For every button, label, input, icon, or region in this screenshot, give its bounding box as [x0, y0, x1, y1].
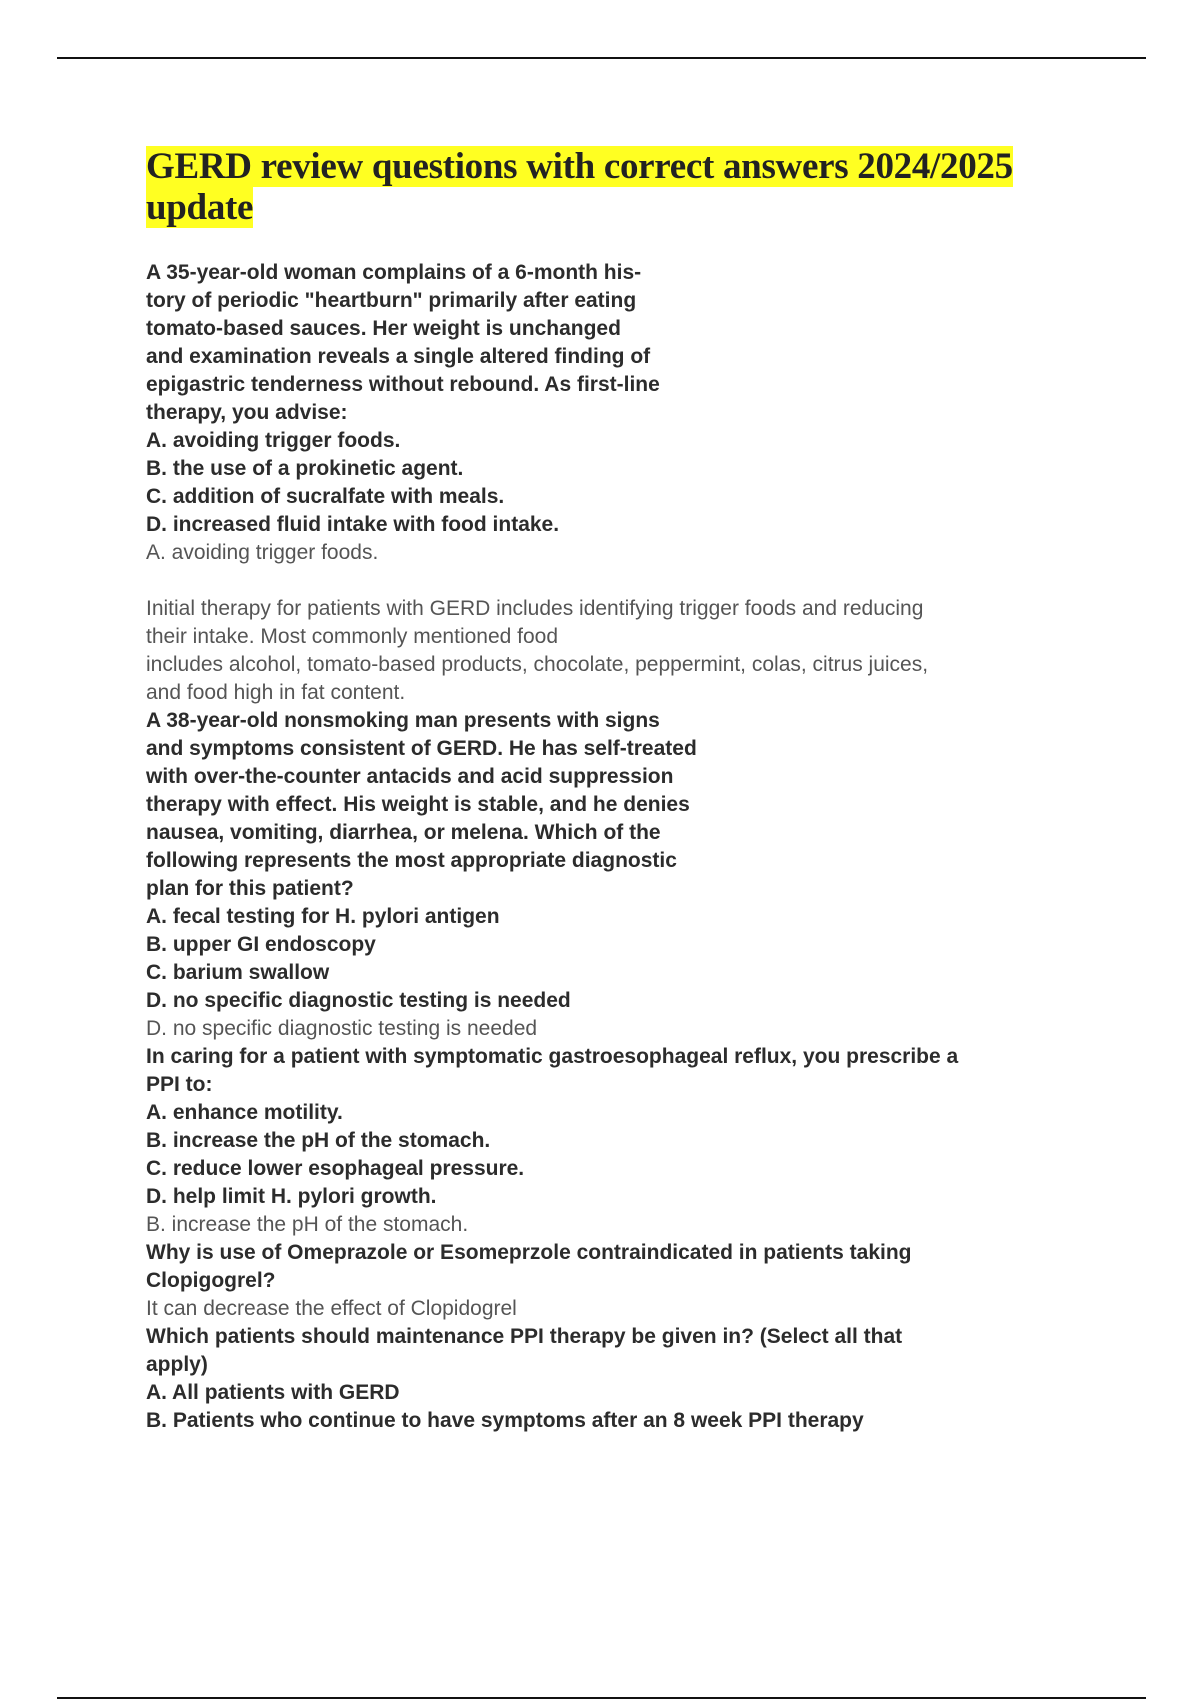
question-text-line: and examination reveals a single altered finding of — [146, 345, 651, 368]
question-text-line: B. Patients who continue to have symptoms after an 8 week PPI therapy — [146, 1409, 864, 1432]
question-text-line: C. addition of sucralfate with meals. — [146, 485, 505, 508]
question-text-line: epigastric tenderness without rebound. As first-line — [146, 373, 660, 396]
question-text-line: A. fecal testing for H. pylori antigen — [146, 905, 500, 928]
question-text-line: therapy, you advise: — [146, 401, 348, 424]
answer-text-line: their intake. Most commonly mentioned food — [146, 625, 559, 648]
question-text-line: D. no specific diagnostic testing is needed — [146, 989, 571, 1012]
question-text-line: Which patients should maintenance PPI therapy be given in? (Select all that — [146, 1325, 903, 1348]
question-text-line: A. enhance motility. — [146, 1101, 343, 1124]
document-body — [146, 259, 1146, 1435]
question-text-line: C. reduce lower esophageal pressure. — [146, 1157, 525, 1180]
answer-text-line: Initial therapy for patients with GERD includes identifying trigger foods and reducing — [146, 597, 924, 620]
question-text-line: In caring for a patient with symptomatic gastroesophageal reflux, you prescribe a — [146, 1045, 959, 1068]
answer-text-line: A. avoiding trigger foods. — [146, 541, 379, 564]
question-text-line: A 38-year-old nonsmoking man presents with signs — [146, 709, 660, 732]
title-line-2: update — [146, 187, 254, 228]
answer-text-line: B. increase the pH of the stomach. — [146, 1213, 469, 1236]
question-text-line: PPI to: — [146, 1073, 213, 1096]
question-text-line: Clopigogrel? — [146, 1269, 276, 1292]
answer-text-line: includes alcohol, tomato-based products, chocolate, peppermint, colas, citrus juices, — [146, 653, 929, 676]
question-text-line: Why is use of Omeprazole or Esomeprzole contraindicated in patients taking — [146, 1241, 912, 1264]
answer-text-line: D. no specific diagnostic testing is needed — [146, 1017, 538, 1040]
question-text-line: B. the use of a prokinetic agent. — [146, 457, 464, 480]
question-text-line: plan for this patient? — [146, 877, 354, 900]
question-text-line: apply) — [146, 1353, 208, 1376]
header-rule — [57, 57, 1146, 59]
question-text-line: following represents the most appropriate diagnostic — [146, 849, 677, 872]
question-text-line: D. increased fluid intake with food intake. — [146, 513, 560, 536]
title-line-1: GERD review questions with correct answers 2024/2025 — [146, 146, 1013, 187]
answer-text-line: It can decrease the effect of Clopidogrel — [146, 1297, 517, 1320]
question-text-line: therapy with effect. His weight is stable, and he denies — [146, 793, 690, 816]
question-text-line: tory of periodic "heartburn" primarily after eating — [146, 289, 637, 312]
question-text-line: B. increase the pH of the stomach. — [146, 1129, 491, 1152]
question-text-line: C. barium swallow — [146, 961, 330, 984]
question-text-line: nausea, vomiting, diarrhea, or melena. Which of the — [146, 821, 661, 844]
question-text-line: tomato-based sauces. Her weight is unchanged — [146, 317, 621, 340]
question-text-line: D. help limit H. pylori growth. — [146, 1185, 437, 1208]
question-text-line: A. All patients with GERD — [146, 1381, 400, 1404]
question-text-line: A. avoiding trigger foods. — [146, 429, 401, 452]
question-text-line: with over-the-counter antacids and acid suppression — [146, 765, 674, 788]
answer-text-line: and food high in fat content. — [146, 681, 406, 704]
question-text-line: and symptoms consistent of GERD. He has self-treated — [146, 737, 697, 760]
question-text-line: A 35-year-old woman complains of a 6-month his- — [146, 261, 642, 284]
document-title — [146, 146, 1066, 228]
blank-line — [146, 567, 1146, 595]
footer-rule — [57, 1697, 1146, 1699]
question-text-line: B. upper GI endoscopy — [146, 933, 376, 956]
